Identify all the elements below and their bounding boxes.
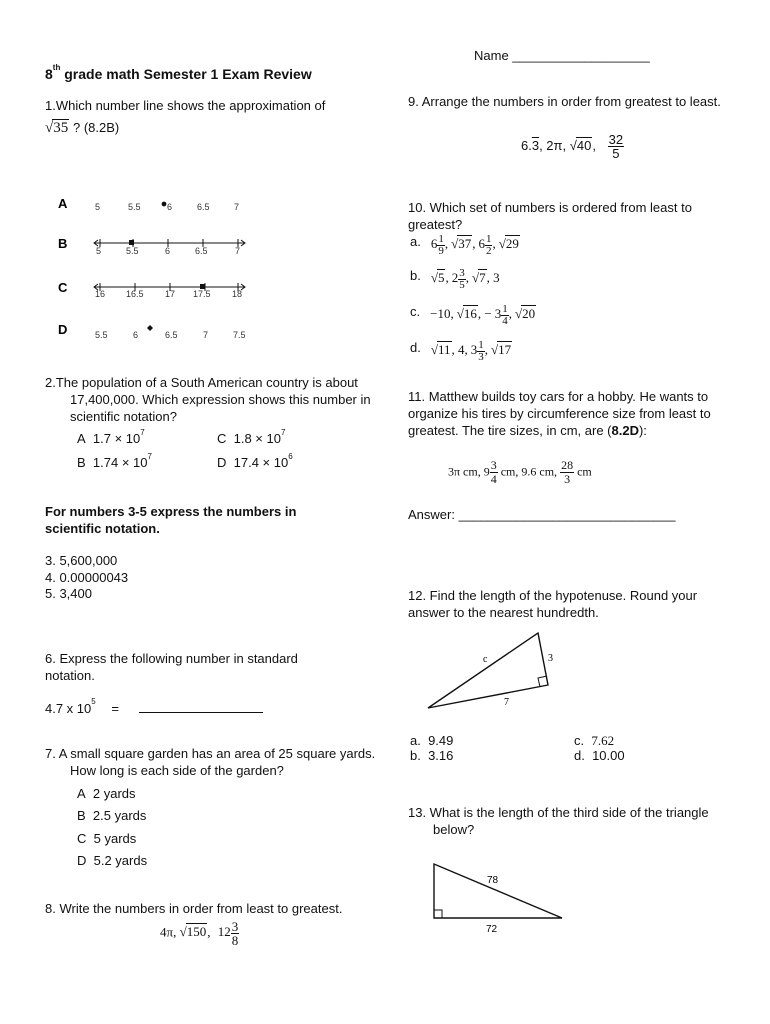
tick-label: 7 [234,202,240,212]
question-4: 4. 0.00000043 [45,570,129,585]
tick-label: 7.5 [233,330,246,340]
tick-label: 5 [96,246,102,256]
point-marker [162,202,167,207]
section-heading-3-5: For numbers 3-5 express the numbers in scientific notation. [45,504,297,536]
q7-choice-d[interactable]: D 5.2 yards [77,853,148,868]
q2-choice-b[interactable]: B $1.74 \times 10^7$ [77,452,152,470]
point-marker [147,325,153,331]
question-9: 9. Arrange the numbers in order from greatest to least. [408,94,721,109]
question-1 [45,97,365,137]
option-expression: √11, 4, 3 $\frac{1}{3}$ , √17 [430,339,512,363]
q9-expression: 6.3, 2π, √40, $\frac{32}{5}$ [521,132,624,161]
option-letter: b. [410,268,421,283]
q6-expression: 4.7 x $10^5$ = [45,700,263,716]
tick-label: 6.5 [165,330,178,340]
label-7: 7 [504,697,509,708]
name-label: Name [474,48,509,63]
question-7: 7. A small square garden has an area of 25 square yards. How long is each side of the garden? [45,746,376,778]
option-letter: a. [410,234,421,249]
tick-label: 6.5 [195,246,208,256]
q10-option[interactable] [410,234,520,257]
q12-choice-b[interactable]: b. 3.16 [410,748,454,763]
q7-choice-c[interactable]: C 5 yards [77,831,137,846]
tick-label: 5.5 [95,330,108,340]
sqrt-symbol: √ [45,120,54,136]
option-letter: c. [410,304,421,319]
label-c: c [483,654,488,665]
question-6: 6. Express the following number in standard notation. [45,651,298,683]
q13-triangle [428,858,578,943]
question-1-text-b: ? (8.2B) [72,120,120,135]
question-8: 8. Write the numbers in order from least to greatest. [45,901,343,916]
number-line-a [95,202,239,212]
question-13: 13. What is the length of the third side of the triangle below? [408,805,709,837]
tick-label: 7 [235,246,241,256]
tick-label: 5.5 [126,246,139,256]
tick-label: 16.5 [126,289,144,299]
q12-choice-a[interactable]: a. 9.49 [410,733,454,748]
q12-choice-d[interactable]: d. 10.00 [574,748,625,763]
tick-label: 5.5 [128,202,141,212]
tick-label: 6 [165,246,171,256]
q10-option[interactable] [410,268,503,291]
label-3: 3 [548,653,553,664]
question-2: 2.The population of a South American country is about 17,400,000. Which expression shows this number in scientific notation? [45,375,371,424]
number-line-c [94,283,245,299]
tick-label: 7 [203,330,209,340]
question-3: 3. 5,600,000 [45,553,118,568]
tick-label: 6.5 [197,202,210,212]
number-line-b-label[interactable]: B [58,236,68,251]
radicand: 35 [53,120,69,136]
label-78: 78 [487,875,499,886]
q10-option[interactable] [410,340,512,363]
q11-answer[interactable]: Answer: ______________________________ [408,507,676,522]
q7-choice-a[interactable]: A 2 yards [77,786,136,801]
number-lines [40,190,270,350]
q12-triangle [420,628,560,718]
q10-option[interactable] [410,304,536,327]
option-letter: d. [410,340,421,355]
q2-choice-a[interactable]: A $1.7 \times 10^7$ [77,428,145,446]
page-title: 8th grade math Semester 1 Exam Review [45,63,312,82]
q2-choice-d[interactable]: D $17.4 \times 10^6$ [217,452,293,470]
tick-label: 6 [133,330,139,340]
q2-choice-c[interactable]: C $1.8 \times 10^7$ [217,428,286,446]
question-12: 12. Find the length of the hypotenuse. Round your answer to the nearest hundredth. [408,588,698,620]
q11-sizes: 3π cm, 9 $\frac{3}{4}$ cm, 9.6 cm, $\frac{28}{3}$ cm [448,458,592,486]
option-expression: √5, 2 $\frac{3}{5}$ , √7, 3 [430,267,500,291]
name-field[interactable] [474,48,650,63]
label-72: 72 [486,924,498,935]
number-line-d-label[interactable]: D [58,322,68,337]
q8-expression: 4π, √150, 12 $\frac{3}{8}$ [160,919,239,948]
tick-label: 18 [232,289,243,299]
number-line-d [95,325,246,340]
option-expression: −10, √16, − 3 $\frac{1}{4}$ , √20 [430,303,536,327]
q7-choice-b[interactable]: B 2.5 yards [77,808,147,823]
q12-choice-c[interactable]: c. 7.62 [574,733,615,748]
tick-label: 6 [167,202,173,212]
question-11: 11. Matthew builds toy cars for a hobby. He wants to organize his tires by circumference size from least to greatest. The tire sizes, in cm, are (8.2D): [408,389,711,438]
number-line-a-label[interactable]: A [58,196,68,211]
question-10: 10. Which set of numbers is ordered from least to greatest? [408,200,692,232]
number-line-b [94,239,245,256]
question-5: 5. 3,400 [45,586,92,601]
answer-blank[interactable] [139,700,263,713]
option-expression: 6 $\frac{1}{9}$ , √37, 6 $\frac{1}{2}$ , √29 [430,233,519,257]
point-marker [129,240,134,245]
name-blank: ___________________ [512,48,650,63]
tick-label: 17 [165,289,176,299]
number-line-c-label[interactable]: C [58,280,68,295]
tick-label: 16 [95,289,106,299]
question-1-text: 1.Which number line shows the approximation of [45,98,326,113]
tick-label: 17.5 [193,289,211,299]
tick-label: 5 [95,202,101,212]
